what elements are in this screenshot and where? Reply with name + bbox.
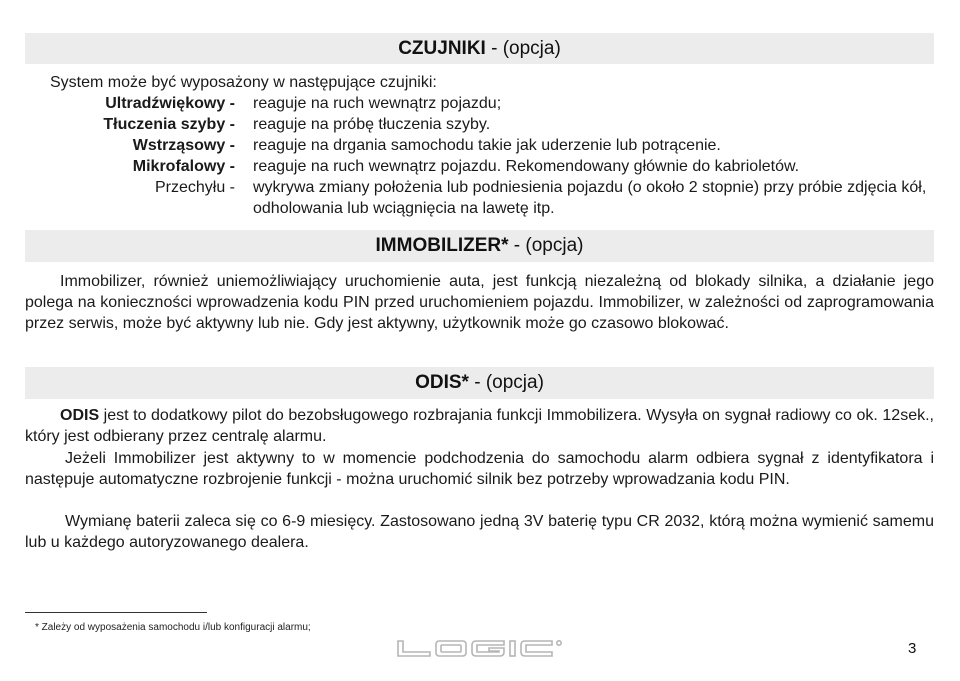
sensor-name: Tłuczenia szyby - <box>103 116 235 133</box>
odis-paragraph-2 <box>25 448 934 490</box>
section-title: CZUJNIKI <box>398 38 486 59</box>
section-header-czujniki <box>25 33 934 64</box>
odis-text-2: Jeżeli Immobilizer jest aktywny to w momencie podchodzenia do samochodu alarm odbiera sygnał z identyfikatora i następuje automatyczne rozbrojenie funkcji - można uruchomić silnik bez potrzeby wprowadzania kodu PIN. <box>25 450 934 488</box>
section-header-odis <box>25 367 934 399</box>
sensor-name: Ultradźwiękowy - <box>105 95 235 112</box>
section-title: IMMOBILIZER* <box>375 235 509 256</box>
sensor-row <box>0 156 960 177</box>
sensor-name: Wstrząsowy - <box>132 137 235 154</box>
odis-term: ODIS <box>60 407 100 424</box>
section-header-immobilizer <box>25 230 934 262</box>
sensor-desc: reaguje na drgania samochodu takie jak uderzenie lub potrącenie. <box>253 137 721 154</box>
sensor-desc: reaguje na próbę tłuczenia szyby. <box>253 116 491 133</box>
sensor-row <box>0 93 960 114</box>
sensor-name: Przechyłu - <box>154 179 235 196</box>
immobilizer-paragraph <box>25 271 934 334</box>
sensor-desc: wykrywa zmiany położenia lub podniesienia pojazdu (o około 2 stopnie) przy próbie zdjęcia kół, odholowania lub wciągnięcia na lawetę itp. <box>253 179 927 217</box>
section-title: ODIS* <box>415 372 469 393</box>
odis-text-3: Wymianę baterii zaleca się co 6-9 miesięcy. Zastosowano jedną 3V baterię typu CR 2032, którą można wymienić samemu lub u każdego autoryzowanego dealera. <box>25 513 934 551</box>
sensors-intro: System może być wyposażony w następujące czujniki: <box>50 74 437 91</box>
odis-text-1: jest to dodatkowy pilot do bezobsługowego rozbrajania funkcji Immobilizera. Wysyła on sygnał radiowy co ok. 12sek., który jest odbierany przez centralę alarmu. <box>25 407 934 445</box>
logic-logo <box>392 638 572 660</box>
odis-paragraph-3 <box>25 511 934 553</box>
sensor-row <box>0 114 960 135</box>
section-suffix: - (opcja) <box>485 38 561 59</box>
immobilizer-text: Immobilizer, również uniemożliwiający uruchomienie auta, jest funkcją niezależną od blokady silnika, a działanie jego polega na konieczności wprowadzenia kodu PIN przed uruchomieniem pojazdu. Immobilizer, w zależności od zaprogramowania przez serwis, może być aktywny lub nie. Gdy jest aktywny, użytkownik może go czasowo blokować. <box>25 273 934 332</box>
sensor-row <box>0 135 960 156</box>
footnote-divider <box>25 612 207 613</box>
sensor-desc: reaguje na ruch wewnątrz pojazdu; <box>253 95 502 112</box>
footnote: * Zależy od wyposażenia samochodu i/lub konfiguracji alarmu; <box>35 622 311 633</box>
sensor-list <box>0 93 960 219</box>
page-number: 3 <box>908 640 917 657</box>
section-suffix: - (opcja) <box>508 235 584 256</box>
sensor-row <box>0 177 960 219</box>
odis-paragraph-1 <box>25 405 934 447</box>
section-suffix: - (opcja) <box>468 372 544 393</box>
sensor-desc: reaguje na ruch wewnątrz pojazdu. Rekomendowany głównie do kabrioletów. <box>253 158 800 175</box>
sensor-name: Mikrofalowy - <box>132 158 235 175</box>
